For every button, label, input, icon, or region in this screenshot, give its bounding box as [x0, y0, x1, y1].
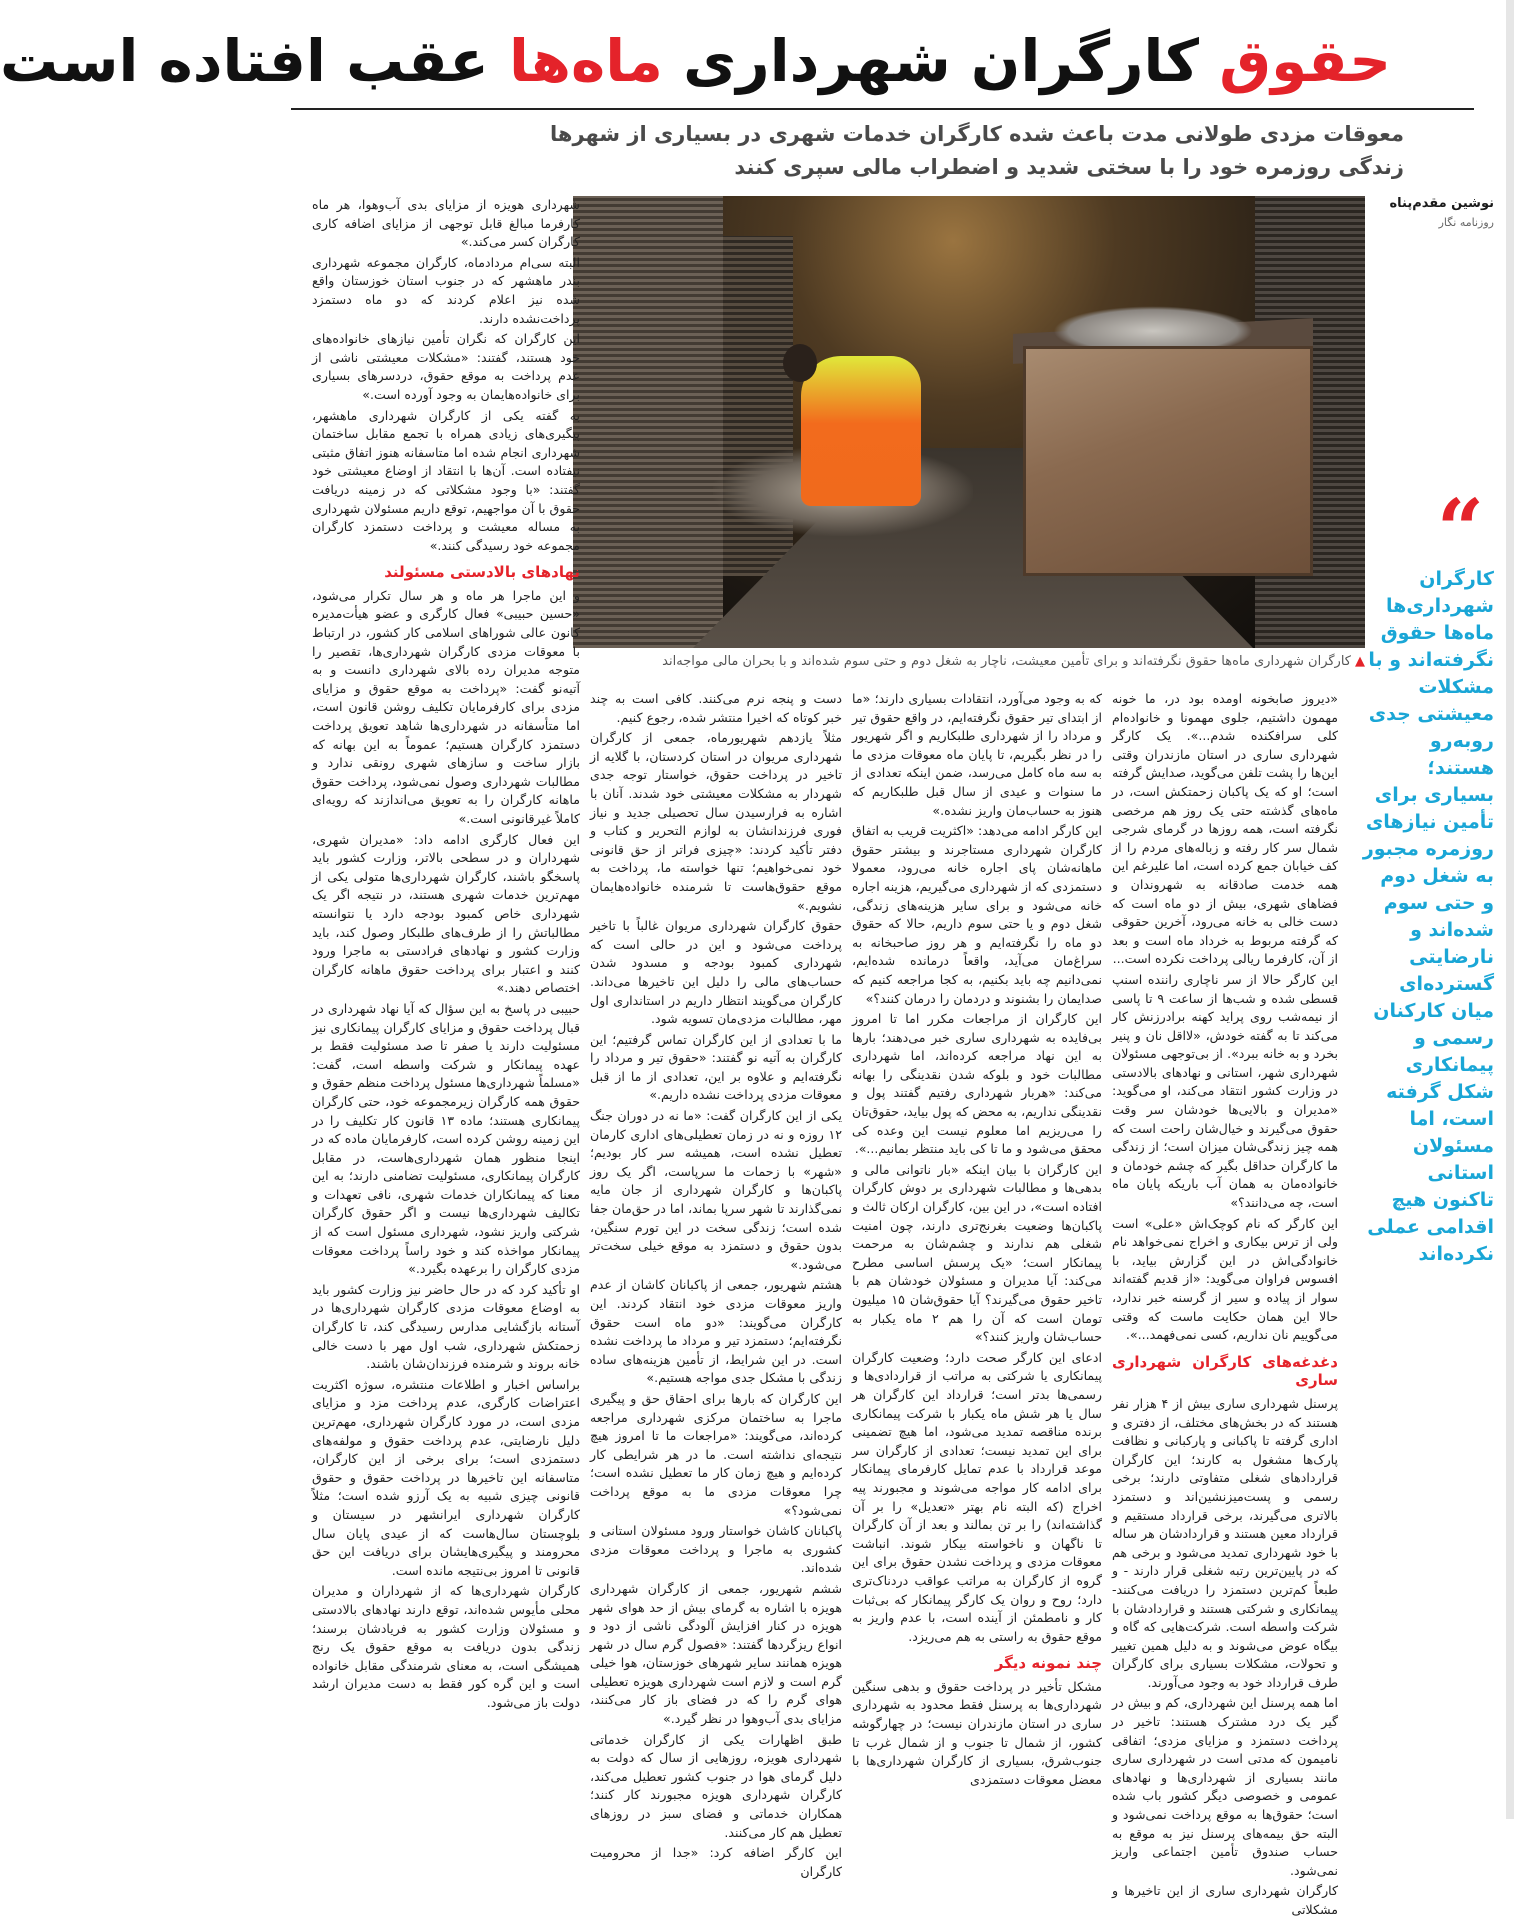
pull-quote: کارگران شهرداری‌ها ماه‌ها حقوق نگرفته‌اند و با مشکلات معیشتی جدی روبه‌رو هستند؛ بسیاری برای تأمین نیازهای روزمره مجبور به شغل دوم و حتی سوم شده‌اند و نارضایتی گسترده‌ای میان کارکنان رسمی و پیمانکاری شکل گرفته است، اما مسئولان استانی تاکنون هیچ اقدامی عملی نکرده‌اند	[1362, 568, 1494, 1265]
headline-part-3: ماه‌ها	[509, 27, 663, 95]
article-column-1	[1112, 690, 1338, 1917]
page-edge-strip	[1506, 0, 1514, 1819]
paragraph: این کارگر که نام کوچک‌اش «علی» است ولی از ترس بیکاری و اخراج نمی‌خواهد نام خانوادگی‌اش در این گزارش بیاید، با افسوس فراوان می‌گوید: «از قدیم گفته‌اند سوار از پیاده و سیر از گرسنه خبر ندارد، حالا این همان حکایت ماست که وقتی می‌گوییم نان نداریم، کسی نمی‌فهمد...».	[1112, 1215, 1338, 1343]
author-name: نوشین مقدم‌پناه	[1389, 196, 1494, 211]
photo-worker-head	[783, 344, 817, 382]
photo-caption	[573, 654, 1365, 669]
photo-shutter-left	[573, 196, 723, 648]
paragraph: مثلاً یازدهم شهریورماه، جمعی از کارگران شهرداری مریوان در استان کردستان، با گلایه از تاخیر در پرداخت حقوق، خواستار توجه جدی شهردار به مشکلات معیشتی خود شدند. آنان با اشاره به فرارسیدن سال تحصیلی جدید و نیاز فوری فرزندانشان به لوازم التحریر و کتاب و دفتر تأکید کردند: «چیزی فراتر از حق قانونی خود نمی‌خواهیم؛ تنها خواسته ما، پرداخت به موقع حقوق‌هاست تا شرمنده خانواده‌هایمان نشویم.»	[590, 730, 842, 913]
photo-worker	[801, 356, 921, 506]
article-column-3	[590, 690, 842, 1879]
paragraph: ششم شهریور، جمعی از کارگران شهرداری هویزه با اشاره به گرمای بیش از حد هوای شهر هویزه در کنار افزایش آلودگی ناشی از دود و انواع ریزگردها گفتند: «فصول گرم سال در شهر هویزه همانند سایر شهرهای خوزستان، هوا خیلی گرم است و لازم است شهرداری هویزه تعطیلی هوای گرم را که در فضای باز کار می‌کنند، مزایای بدی آب‌وهوا در نظر گیرد.»	[590, 1580, 842, 1727]
article-photo	[573, 196, 1365, 648]
paragraph: ما با تعدادی از این کارگران تماس گرفتیم؛ این کارگران به آتیه نو گفتند: «حقوق تیر و مرداد را نگرفته‌ایم و علاوه بر این، تعدادی از ما از قبل معوقات مزدی پرداخت نشده داریم.»	[590, 1031, 842, 1103]
paragraph: کارگران شهرداری‌ها که از شهرداران و مدیران محلی مأیوس شده‌اند، توقع دارند نهادهای بالادستی و مسئولان وزارت کشور به فریادشان برسند؛ زندگی بدون دریافت به موقع حقوق یک رنج همیشگی است، به معنای شرمندگی مقابل خانواده است و این گره کور فقط به دست مدیران ارشد دولت باز می‌شود.	[312, 1583, 580, 1710]
photo-dumpster	[1023, 346, 1313, 576]
paragraph: یکی از این کارگران گفت: «ما نه در دوران جنگ ۱۲ روزه و نه در زمان تعطیلی‌های اداری کارمان تعطیل نشده است، همیشه سر کار بودیم؛ «شهر» با زحمات ما سرپاست، اگر یک روز پاکبان‌ها و کارگران شهرداری از جان مایه نمی‌گذارند تا شهر سرپا بماند، اما در حق‌مان جفا شده است؛ زندگی سخت در این تورم سنگین، بدون حقوق و دستمزد به موقع خیلی سخت‌تر می‌شود.»	[590, 1108, 842, 1272]
caption-text: کارگران شهرداری ماه‌ها حقوق نگرفته‌اند و برای تأمین معیشت، ناچار به شغل دوم و حتی سوم شده‌اند و با بحران مالی مواجه‌اند	[662, 654, 1351, 669]
lead-paragraph: معوقات مزدی طولانی مدت باعث شده کارگران خدمات شهری در بسیاری از شهرها زندگی روزمره خود را با سختی شدید و اضطراب مالی سپری کنند	[550, 122, 1404, 179]
author-role: روزنامه نگار	[1438, 216, 1494, 229]
subheading: چند نمونه دیگر	[994, 1654, 1102, 1673]
article-column-4	[312, 196, 580, 1800]
paragraph: البته سی‌ام مردادماه، کارگران مجموعه شهرداری بندر ماهشهر که در جنوب استان خوزستان واقع شده نیز اعلام کردند که دو ماه دستمزد پرداخت‌نشده دارند.	[312, 254, 580, 326]
headline-rule	[291, 108, 1474, 110]
article-column-2	[852, 690, 1102, 1800]
paragraph: به گفته یکی از کارگران شهرداری ماهشهر، پیگیری‌های زیادی همراه با تجمع مقابل ساختمان شهرداری انجام شده اما متاسفانه هنوز اتفاق مثبتی نیفتاده است. آن‌ها با انتقاد از اوضاع معیشتی خود گفتند: «با وجود مشکلاتی که در زمینه دریافت حقوق با آن مواجهیم، توقع داریم مسئولان شهرداری به مساله معیشت و پرداخت دستمزد کارگران مجموعه خود رسیدگی کنند.»	[311, 407, 580, 553]
paragraph: و این ماجرا هر ماه و هر سال تکرار می‌شود، «حسین حبیبی» فعال کارگری و عضو هیأت‌مدیره کانون عالی شوراهای اسلامی کار کشور، در ارتباط با معوقات مزدی کارگران شهرداری‌ها، تقصیر را متوجه مدیران رده بالای شهرداری دانست و به آتیه‌نو گفت: «پرداخت به موقع حقوق و مزایای مزدی برای کارفرمایان تکلیف روشن قانون است، اما متأسفانه در شهرداری‌ها شاهد تعویق پرداخت دستمزد کارگران هستیم؛ عموماً به این بهانه که بازار ساخت و سازهای شهری رونقی ندارد و مطالبات شهرداری وصول نمی‌شود، پرداخت حقوق ماهانه کارگران را به تعویق می‌اندازند که رویه‌ای کاملاً غیرقانونی است.»	[312, 587, 580, 826]
caption-triangle-icon: ▲	[1355, 654, 1365, 669]
paragraph: او تأکید کرد که در حال حاضر نیز وزارت کشور باید به اوضاع معوقات مزدی کارگران شهرداری‌ها در آستانه بازگشایی مدارس رسیدگی کند، تا کارگران زحمتکش شهرداری، شب اول مهر با دست خالی خانه بروند و شرمنده فرزندان‌شان باشند.	[312, 1281, 580, 1372]
paragraph: این کارگران که بارها برای احقاق حق و پیگیری ماجرا به ساختمان مرکزی شهرداری مراجعه کرده‌اند، می‌گویند: «مراجعات ما تا امروز هیچ نتیجه‌ای نداشته است. ما در هر شرایطی کار کرده‌ایم و هیچ زمان کار ما تعطیل نشده است؛ چرا معوقات مزدی ما به موقع پرداخت نمی‌شود؟»	[590, 1390, 842, 1518]
paragraph: حبیبی در پاسخ به این سؤال که آیا نهاد شهرداری در قبال پرداخت حقوق و مزایای کارگران پیمانکاری نیز مسئولیت دارند یا صفر تا صد مسئولیت فقط بر عهده پیمانکار و شرکت واسطه است، گفت: «مسلماً شهرداری‌ها مسئول پرداخت منظم حقوق و حقوق همه کارگران زیرمجموعه خود، حتی کارگران پیمانکاری هستند؛ ماده ۱۳ قانون کار تکلیف را در این زمینه روشن کرده است، کارفرمایان ماده که در اینجا منظور همان شهرداری‌هاست، در مقابل کارگران پیمانکاری، مسئولیت تضامنی دارند؛ به این معنا که پیمانکاران خدمات شهری، نافی تعهدات و تکالیف شهرداری‌ها نیست و اگر حقوق کارگران شرکتی واریز نشود، شهرداری مسئول است که از پیمانکار مواخذه کند و خود راساً پرداخت معوقات مزدی کارگران را برعهده بگیرد.»	[312, 1000, 580, 1277]
paragraph: شهرداری هویزه از مزایای بدی آب‌وهوا، هر ماه کارفرما مبالغ قابل توجهی از مزایای اضافه کاری کارگران کسر می‌کند.»	[312, 197, 580, 250]
subheading: دغدغه‌های کارگران شهرداری ساری	[1112, 1352, 1338, 1390]
paragraph: این کارگر اضافه کرد: «جدا از محرومیت کارگران	[590, 1845, 842, 1879]
subheading: نهادهای بالادستی مسئولند	[384, 563, 580, 582]
paragraph: مشکل تأخیر در پرداخت حقوق و بدهی سنگین شهرداری‌ها به پرسنل فقط محدود به شهرداری ساری در استان مازندران نیست؛ در چهارگوشه کشور، از شمال تا جنوب و از شمال غرب تا جنوب‌شرق، بسیاری از کارگران شهرداری‌ها با معضل معوقات دستمزدی	[852, 1678, 1102, 1787]
paragraph: این کارگر حالا از سر ناچاری راننده اسنپ قسطی شده و شب‌ها از ساعت ۹ تا پاسی از نیمه‌شب روی پراید کهنه برادرزنش کار می‌کند تا به گفته خودش، «لااقل نان و پنیر بخرد و به خانه ببرد». از بی‌توجهی مسئولان شهرداری شهر، استانی و نهادهای بالادستی در وزارت کشور انتقاد می‌کند، او می‌گوید: «مدیران و بالایی‌ها خودشان سر وقت حقوق می‌گیرند و خیال‌شان راحت است که همه چیز زندگی‌شان میزان است؛ از زندگی ما کارگران حداقل بگیر که چشم خودمان و خانواده‌مان به همان آب باریکه پایان ماه است، چه می‌دانند؟»	[1112, 971, 1338, 1211]
paragraph: «دیروز صابخونه اومده بود در، ما خونه مهمون داشتیم، جلوی مهمونا و خانواده‌ام کلی سرافکنده شدم...». یک کارگر شهرداری ساری در استان مازندران وقتی این‌ها را پشت تلفن می‌گوید، صدایش گرفته است؛ او که یک پاکبان زحمتکش است، در ماه‌های گذشته حتی یک روز هم مرخصی نگرفته است، همه روزها در گرمای شرجی شمال سر کار رفته و زباله‌های مردم را از کف خیابان جمع کرده است، اما علیرغم این همه خدمت صادقانه به شهروندان و فضاهای شهری، بیش از دو ماه است که دست خالی به خانه می‌رود، آخرین حقوقی که گرفته مربوط به خرداد ماه است و بعد از آن، کارفرما ریالی پرداخت نکرده است...	[1112, 691, 1338, 967]
paragraph: حقوق کارگران شهرداری مریوان غالباً با تاخیر پرداخت می‌شود و این در حالی است که شهرداری کمبود بودجه و مسدود شدن حساب‌های مالی را دلیل این تاخیرها می‌داند. کارگران می‌گویند انتظار داریم در استانداری اول مهر، مطالبات مزدی‌مان تسویه شود.	[590, 918, 842, 1027]
headline	[0, 18, 1391, 104]
headline-part-4: عقب افتاده است	[0, 27, 510, 95]
paragraph: پرسنل شهرداری ساری بیش از ۴ هزار نفر هستند که در بخش‌های مختلف، از دفتری و اداری گرفته تا پاکبانی و پارکبانی و نظافت پارک‌ها مشغول به کارند؛ این کارگران قراردادهای شغلی متفاوتی دارند؛ برخی رسمی و پست‌میزنشین‌اند و دستمزد بالاتری می‌گیرند، برخی قرارداد مستقیم و قرارداد معین هستند و قراردادشان هر ساله با خود شهرداری تمدید می‌شود و برخی هم که در پایین‌ترین رتبه شغلی قرار دارند - و طبعاً کم‌ترین دستمزد را دریافت می‌کنند- پیمانکاری و شرکتی هستند و قراردادشان با شرکت واسطه است. شرکت‌هایی که گاه و بیگاه عوض می‌شوند و به دلیل همین تغییر و تحولات، مشکلات بسیاری برای کارگران طرف قرارداد خود به وجود می‌آورند.	[1112, 1395, 1338, 1690]
headline-part-2: کارگران شهرداری	[662, 27, 1220, 95]
paragraph: این کارگران از مراجعات مکرر اما تا امروز بی‌فایده به شهرداری ساری خبر می‌دهند؛ بارها به این نهاد مراجعه کرده‌اند، اما شهرداری مطالبات خود و بلوکه شدن نقدینگی را بهانه می‌کند: «هربار شهرداری رفتیم گفتند پول و نقدینگی نداریم، به محض که پول بیاید، حقوق‌تان را می‌ریزیم اما معلوم نیست این وعده کی محقق می‌شود و ما تا کی باید منتظر بمانیم...».	[852, 1011, 1102, 1157]
paragraph: طبق اظهارات یکی از کارگران خدماتی شهرداری هویزه، روزهایی از سال که دولت به دلیل گرمای هوا در جنوب کشور تعطیل می‌کند، کارگران شهرداری هویزه مجبورند کار کنند؛ همکاران خدماتی و فضای سبز در روزهای تعطیل هم کار می‌کنند.	[590, 1731, 842, 1840]
paragraph: پاکبانان کاشان خواستار ورود مسئولان استانی و کشوری به ماجرا و پرداخت معوقات مزدی شده‌اند.	[590, 1523, 842, 1576]
paragraph: اما همه پرسنل این شهرداری، کم و بیش در گیر یک درد مشترک هستند: تاخیر در پرداخت دستمزد و مزایای مزدی؛ اتفاقی نامیمون که مدتی است در شهرداری ساری مانند بسیاری از شهرداری‌ها و نهادهای عمومی و خصوصی دیگر کشور باب شده است؛ حقوق‌ها به موقع پرداخت نمی‌شود و البته حق بیمه‌های پرسنل نیز به موقع به حساب صندوق تأمین اجتماعی واریز نمی‌شود.	[1112, 1695, 1338, 1878]
paragraph: این کارگران که نگران تأمین نیازهای خانواده‌های خود هستند، گفتند: «مشکلات معیشتی ناشی از عدم پرداخت به موقع حقوق، دردسرهای بسیاری برای خانواده‌هایمان به وجود آورده است.»	[312, 331, 580, 402]
paragraph: ادعای این کارگر صحت دارد؛ وضعیت کارگران پیمانکاری یا شرکتی به مراتب از قراردادی‌ها و رسمی‌ها بدتر است؛ قرارداد این کارگران هر سال یا هر شش ماه یکبار با شرکت پیمانکاری برنده مناقصه تمدید می‌شود، اما هیچ تضمینی برای این تمدید نیست؛ تعدادی از کارگران سر موعد قرارداد با عدم تمایل کارفرمای پیمانکار برای ادامه کار مواجه می‌شوند و مجبورند پیه اخراج (که البته نام بهتر «تعدیل» را بر آن گذاشته‌اند) را بر تن بمالند و بعد از آن کارگران تا ناگهان و ناخواسته بیکار شوند. انباشت معوقات مزدی و پرداخت نشدن حقوق برای این گروه از کارگران به مراتب عواقب دردناک‌تری دارد؛ روح و روان یک کارگر پیمانکار که بی‌ثبات کار و نامطمئن از آینده است، با عدم واریز به موقع حقوق به راستی به هم می‌ریزد.	[852, 1349, 1102, 1644]
paragraph: هشتم شهریور، جمعی از پاکبانان کاشان از عدم واریز معوقات مزدی خود انتقاد کردند. این کارگران می‌گویند: «دو ماه است حقوق نگرفته‌ایم؛ دستمزد تیر و مرداد ما پرداخت نشده است. در این شرایط، از تأمین هزینه‌های ساده زندگی با مشکل جدی مواجه هستیم.»	[590, 1277, 842, 1386]
paragraph: کارگران شهرداری ساری از این تاخیرها و مشکلاتی	[1112, 1883, 1338, 1917]
paragraph: براساس اخبار و اطلاعات منتشره، سوژه اکثریت اعتراضات کارگری، عدم پرداخت مزد و مزایای مزدی است، در مورد کارگران شهرداری، مهم‌ترین دلیل نارضایتی، عدم پرداخت حقوق و مولفه‌های دستمزدی است؛ برای برخی از این کارگران، متاسفانه این تاخیرها در پرداخت حقوق و حقوق قانونی چیزی شبیه به یک آرزو شده است؛ مثلاً کارگران شهرداری ایرانشهر در سیستان و بلوچستان سال‌هاست که از عیدی پایان سال محرومند و پیگیری‌هایشان برای دریافت این حق قانونی تا امروز بی‌نتیجه مانده است.	[312, 1376, 580, 1578]
paragraph: دست و پنجه نرم می‌کنند. کافی است به چند خبر کوتاه که اخیرا منتشر شده، رجوع کنیم.	[590, 691, 842, 725]
quote-mark-icon: “	[1436, 482, 1484, 578]
paragraph: که به وجود می‌آورد، انتقادات بسیاری دارند؛ «ما از ابتدای تیر حقوق نگرفته‌ایم، در واقع حقوق تیر و مرداد را از شهرداری طلبکاریم و اگر شهریور را در نظر بگیریم، تا پایان ماه معوقات مزدی ما به سه ماه کامل می‌رسد، ضمن اینکه تعدادی از ما سنوات و عیدی از سال قبل طلبکاریم که هنوز به حساب‌مان واریز نشده.»	[852, 691, 1102, 818]
paragraph: این کارگران با بیان اینکه «بار ناتوانی مالی و بدهی‌ها و مطالبات شهرداری بر دوش کارگران افتاده است»، در این بین، کارگران ارکان ثالث و پاکبان‌ها وضعیت بغرنج‌تری دارند، چون امنیت شغلی هم ندارند و چشم‌شان به مرحمت پیمانکار است؛ «یک پرسش اساسی مطرح می‌کند: آیا مدیران و مسئولان خودشان هم با تاخیر حقوق می‌گیرند؟ آیا حقوق‌شان ۱۵ میلیون تومان است که آن را هم ۲ ماه یکبار به حساب‌شان واریز کنند؟»	[852, 1161, 1102, 1345]
paragraph: این فعال کارگری ادامه داد: «مدیران شهری، شهرداران و در سطحی بالاتر، وزارت کشور باید پاسخگو باشند، کارگران شهرداری‌ها متولی یکی از مهم‌ترین خدمات شهری هستند، در نتیجه اگر یک شهرداری خاص کمبود بودجه دارد یا نتوانسته مطالباتش را از طرف‌های طلبکار وصول کند، باید وزارت کشور و نهادهای فرادستی به ماجرا ورود کنند و اعتبار برای پرداخت حقوق ماهانه کارگران اختصاص دهند.»	[312, 831, 580, 996]
paragraph: این کارگر ادامه می‌دهد: «اکثریت قریب به اتفاق کارگران شهرداری مستاجرند و بیشتر حقوق ماهانه‌شان پای اجاره خانه می‌رود، معمولا دستمزدی که از شهرداری می‌گیریم، هزینه اجاره خانه می‌شود و برای سایر هزینه‌های زندگی، شغل دوم و یا حتی سوم داریم، حالا که حقوق دو ماه را نگرفته‌ایم و هر روز صاحبخانه به سراغ‌مان می‌آید، واقعاً درمانده شده‌ایم، نمی‌دانیم چه باید بکنیم، به کجا مراجعه کنیم که صدایمان را بشنوند و دردمان را درمان کنند؟»	[852, 823, 1102, 1006]
headline-part-1: حقوق	[1219, 27, 1391, 95]
